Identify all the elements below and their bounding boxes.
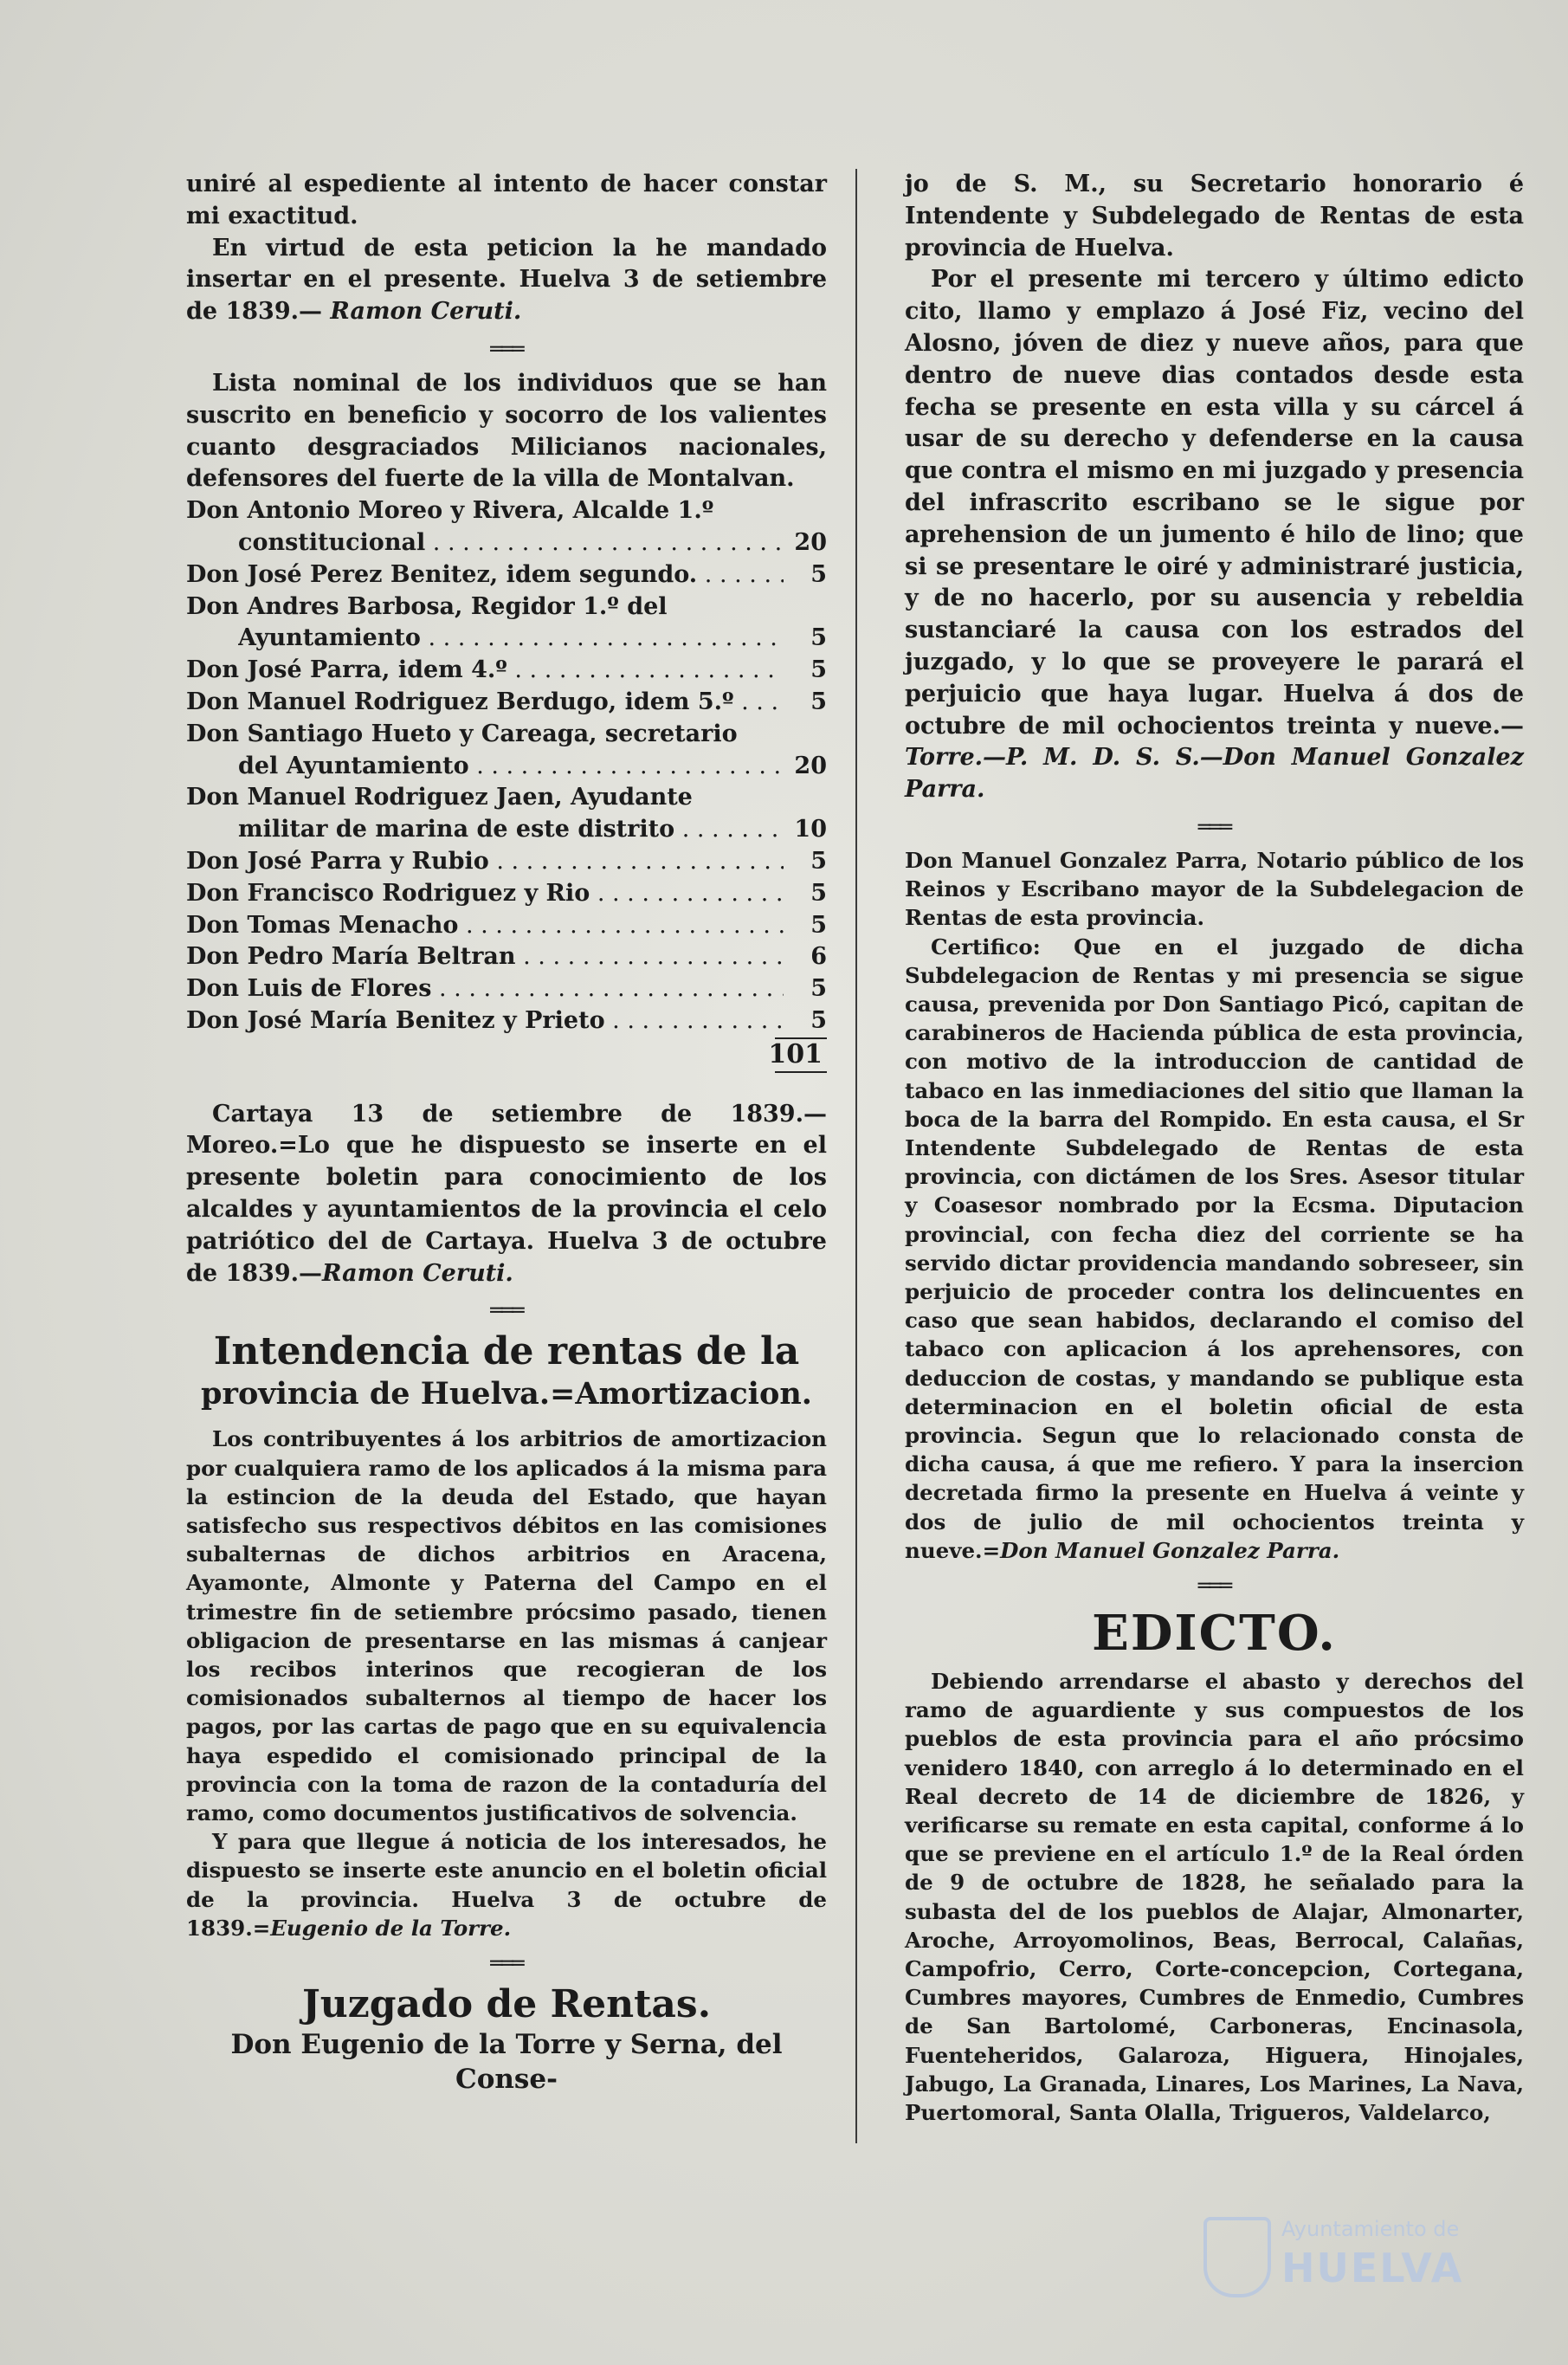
- list-item-amount: 5: [810, 1006, 827, 1034]
- list-item-name: Don Luis de Flores . . .: [186, 973, 784, 1005]
- list-item-amount: 5: [810, 975, 827, 1003]
- juzgado-first-line: Don Eugenio de la Torre y Serna, del Conse-: [230, 2028, 783, 2095]
- list-item: [186, 846, 827, 878]
- list-item-amount: 5: [810, 560, 827, 588]
- signature: Ramon Ceruti.: [330, 298, 522, 326]
- list-item: [186, 814, 827, 846]
- list-item: [186, 941, 827, 973]
- list-item: [186, 751, 827, 783]
- list-item-name: Don Pedro María Beltran . . .: [186, 941, 784, 973]
- list-item-amount: 6: [810, 943, 827, 971]
- list-item-amount: 20: [794, 528, 827, 556]
- list-item-name: Don Andres Barbosa, Regidor 1.º del: [186, 592, 668, 620]
- lista-title: Lista nominal de los individuos que se han suscrito en beneficio y socorro de los valientes cuanto desgraciados Milicianos nacionales, defensores del fuerte de la villa de Montalvan.: [186, 369, 827, 493]
- list-item: [186, 910, 827, 942]
- list-item: [186, 655, 827, 687]
- juzgado-continuation: jo de S. M., su Secretario honorario é Intendente y Subdelegado de Rentas de esta provincia de Huelva.: [905, 171, 1524, 262]
- intendencia-subtitle: provincia de Huelva.=Amortizacion.: [201, 1376, 812, 1412]
- edicto-title: EDICTO.: [1092, 1605, 1337, 1663]
- list-item-name: Don Manuel Rodriguez Berdugo, idem 5.º . . .: [186, 687, 784, 719]
- intro-paragraph: uniré al espediente al intento de hacer constar mi exactitud.: [186, 171, 827, 229]
- juzgado-title: Juzgado de Rentas.: [301, 1981, 712, 2026]
- list-total: 101: [768, 1038, 823, 1069]
- signature: Torre.—P. M. D. S. S.—Don Manuel Gonzalez Parra.: [905, 744, 1524, 804]
- list-item: [186, 527, 827, 559]
- list-item-amount: 5: [810, 879, 827, 907]
- right-column: [905, 169, 1524, 2127]
- certifico-paragraph: Certifico: Que en el juzgado de dicha Subdelegacion de Rentas y mi presencia se sigue causa, prevenida por Don Santiago Picó, capitan de carabineros de Hacienda pública de esta provincia, con motivo de la introduccion de cantidad de tabaco en las inmediaciones del sitio que llaman la boca de la barra del Rompido. En esta causa, el Sr Intendente Subdelegado de Rentas de esta provincia, con dictámen de los Sres. Asesor titular y Coasesor nombrado por la Ecsma. Diputacion provincial, con fecha diez del corriente se ha servido dictar providencia mandando sobreseer, sin perjuicio de proceder contra los delincuentes en caso que sean habidos, declarando el comiso del tabaco con aplicacion á los aprehensores, con deduccion de costas, y mandando se publique esta determinacion en el boletin oficial de esta provincia. Segun que lo relacionado consta de dicha causa, á que me refiero. Y para la insercion decretada firmo la presente en Huelva á veinte y dos de julio de mil ochocientos treinta y nueve.=Don Manuel Gonzalez Parra.: [905, 934, 1524, 1563]
- ayuntamiento-watermark: [1203, 2208, 1550, 2355]
- notario-heading: Don Manuel Gonzalez Parra, Notario público de los Reinos y Escribano mayor de la Subdelegacion de Rentas de esta provincia.: [905, 847, 1524, 931]
- shield-icon: [1203, 2217, 1271, 2297]
- edicto-body: Debiendo arrendarse el abasto y derechos del ramo de aguardiente y sus compuestos de los pueblos de esta provincia para el año prócsimo venidero 1840, con arreglo á lo determinado en el Real decreto de 14 de diciembre de 1826, y verificarse su remate en esta capital, conforme á lo que se previene en el artículo 1.º de la Real órden de 9 de octubre de 1828, he señalado para la subasta del de los pueblos de Alajar, Almonarter, Aroche, Arroyomolinos, Beas, Berrocal, Calañas, Campofrio, Cerro, Corte-concepcion, Cortegana, Cumbres mayores, Cumbres de Enmedio, Cumbres de San Bartolomé, Carboneras, Encinasola, Fuenteheridos, Galaroza, Higuera, Hinojales, Jabugo, La Granada, Linares, Los Marines, La Nava, Puertomoral, Santa Olalla, Trigueros, Valdelarco,: [905, 1669, 1524, 2126]
- list-item-amount: 5: [810, 911, 827, 939]
- list-item-name: Don Manuel Rodriguez Jaen, Ayudante: [186, 784, 693, 811]
- list-item-name: Don Tomas Menacho . . .: [186, 910, 784, 942]
- list-item: [186, 623, 827, 655]
- list-item-name: Don Santiago Hueto y Careaga, secretario: [186, 720, 738, 747]
- column-divider: [855, 169, 857, 2143]
- total-rule-bottom: [775, 1071, 827, 1073]
- list-item: [186, 973, 827, 1005]
- subscriber-list: [186, 495, 827, 1037]
- signature: Ramon Ceruti.: [322, 1259, 513, 1287]
- list-item-continuation: constitucional . . .: [238, 527, 784, 559]
- signature: Eugenio de la Torre.: [270, 1915, 512, 1941]
- list-item-name: Don José Parra y Rubio . . .: [186, 846, 784, 878]
- list-item-name: Don Antonio Moreo y Rivera, Alcalde 1.º: [186, 497, 714, 525]
- separator: ═══: [1197, 1573, 1231, 1599]
- watermark-line2: HUELVA: [1281, 2245, 1464, 2291]
- list-item-amount: 5: [810, 847, 827, 875]
- amortizacion-paragraph: Los contribuyentes á los arbitrios de amortizacion por cualquiera ramo de los aplicados á la misma para la estincion de la deuda del Estado, que hayan satisfecho sus respectivos débitos en las comisiones subalternas de dichos arbitrios en Aracena, Ayamonte, Almonte y Paterna del Campo en el trimestre fin de setiembre prócsimo pasado, tienen obligacion de presentarse en las mismas á canjear los recibos interinos que recogieran de los comisionados subalternos al tiempo de hacer los pagos, por las cartas de pago que en su equivalencia haya espedido el comisionado principal de la provincia con la toma de razon de la contaduría del ramo, como documentos justificativos de solvencia.: [186, 1426, 827, 1825]
- list-item-name: Don José María Benitez y Prieto . . .: [186, 1005, 784, 1037]
- list-item: [186, 687, 827, 719]
- list-item-continuation: militar de marina de este distrito . . .: [238, 814, 784, 846]
- cartaya-paragraph: Cartaya 13 de setiembre de 1839.— Moreo.=Lo que he dispuesto se inserte en el presente boletin para conocimiento de los alcaldes y ayuntamientos de la provincia el celo patriótico del de Cartaya. Huelva 3 de octubre de 1839.—Ramon Ceruti.: [186, 1100, 827, 1287]
- list-item-continuation: Ayuntamiento . . .: [238, 623, 784, 655]
- watermark-line1: Ayuntamiento de: [1281, 2217, 1460, 2241]
- signature: Don Manuel Gonzalez Parra.: [1000, 1537, 1340, 1563]
- list-item-continuation: del Ayuntamiento . . .: [238, 751, 784, 783]
- peticion-paragraph: En virtud de esta peticion la he mandado insertar en el presente. Huelva 3 de setiembre de 1839.— Ramon Ceruti.: [186, 234, 827, 326]
- separator: ═══: [490, 1949, 523, 1975]
- separator: ═══: [490, 1297, 523, 1323]
- left-column: [186, 169, 827, 2100]
- list-item-amount: 10: [794, 816, 827, 843]
- list-item-amount: 5: [810, 624, 827, 652]
- list-item-amount: 20: [794, 752, 827, 779]
- list-item: [186, 878, 827, 910]
- list-item: [186, 1005, 827, 1037]
- edicto-citation-paragraph: Por el presente mi tercero y último edicto cito, llamo y emplazo á José Fiz, vecino del Alosno, jóven de diez y nueve años, para que dentro de nueve dias contados desde esta fecha se presente en esta villa y su cárcel á usar de su derecho y defenderse en la causa que contra el mismo en mi juzgado y presencia del infrascrito escribano se le sigue por aprehension de un jumento é hilo de lino; que si se presentare le oiré y administraré justicia, y de no hacerlo, por su ausencia y rebeldia sustanciaré la causa con los estrados del juzgado, y lo que se proveyere le parará el perjuicio que haya lugar. Huelva á dos de octubre de mil ochocientos treinta y nueve.— Torre.—P. M. D. S. S.—Don Manuel Gonzalez Parra.: [905, 266, 1524, 804]
- separator: ═══: [1197, 813, 1231, 839]
- separator: ═══: [490, 335, 523, 361]
- list-item-amount: 5: [810, 688, 827, 715]
- list-item: [186, 559, 827, 591]
- amortizacion-closing: Y para que llegue á noticia de los interesados, he dispuesto se inserte este anuncio en el boletin oficial de la provincia. Huelva 3 de octubre de 1839.=Eugenio de la Torre.: [186, 1829, 827, 1941]
- list-item-name: Don Francisco Rodriguez y Rio . . .: [186, 878, 784, 910]
- list-item-name: Don José Parra, idem 4.º . . .: [186, 655, 784, 687]
- list-item-amount: 5: [810, 656, 827, 684]
- intendencia-title: Intendencia de rentas de la: [213, 1329, 800, 1374]
- list-item-name: Don José Perez Benitez, idem segundo. . . .: [186, 559, 784, 591]
